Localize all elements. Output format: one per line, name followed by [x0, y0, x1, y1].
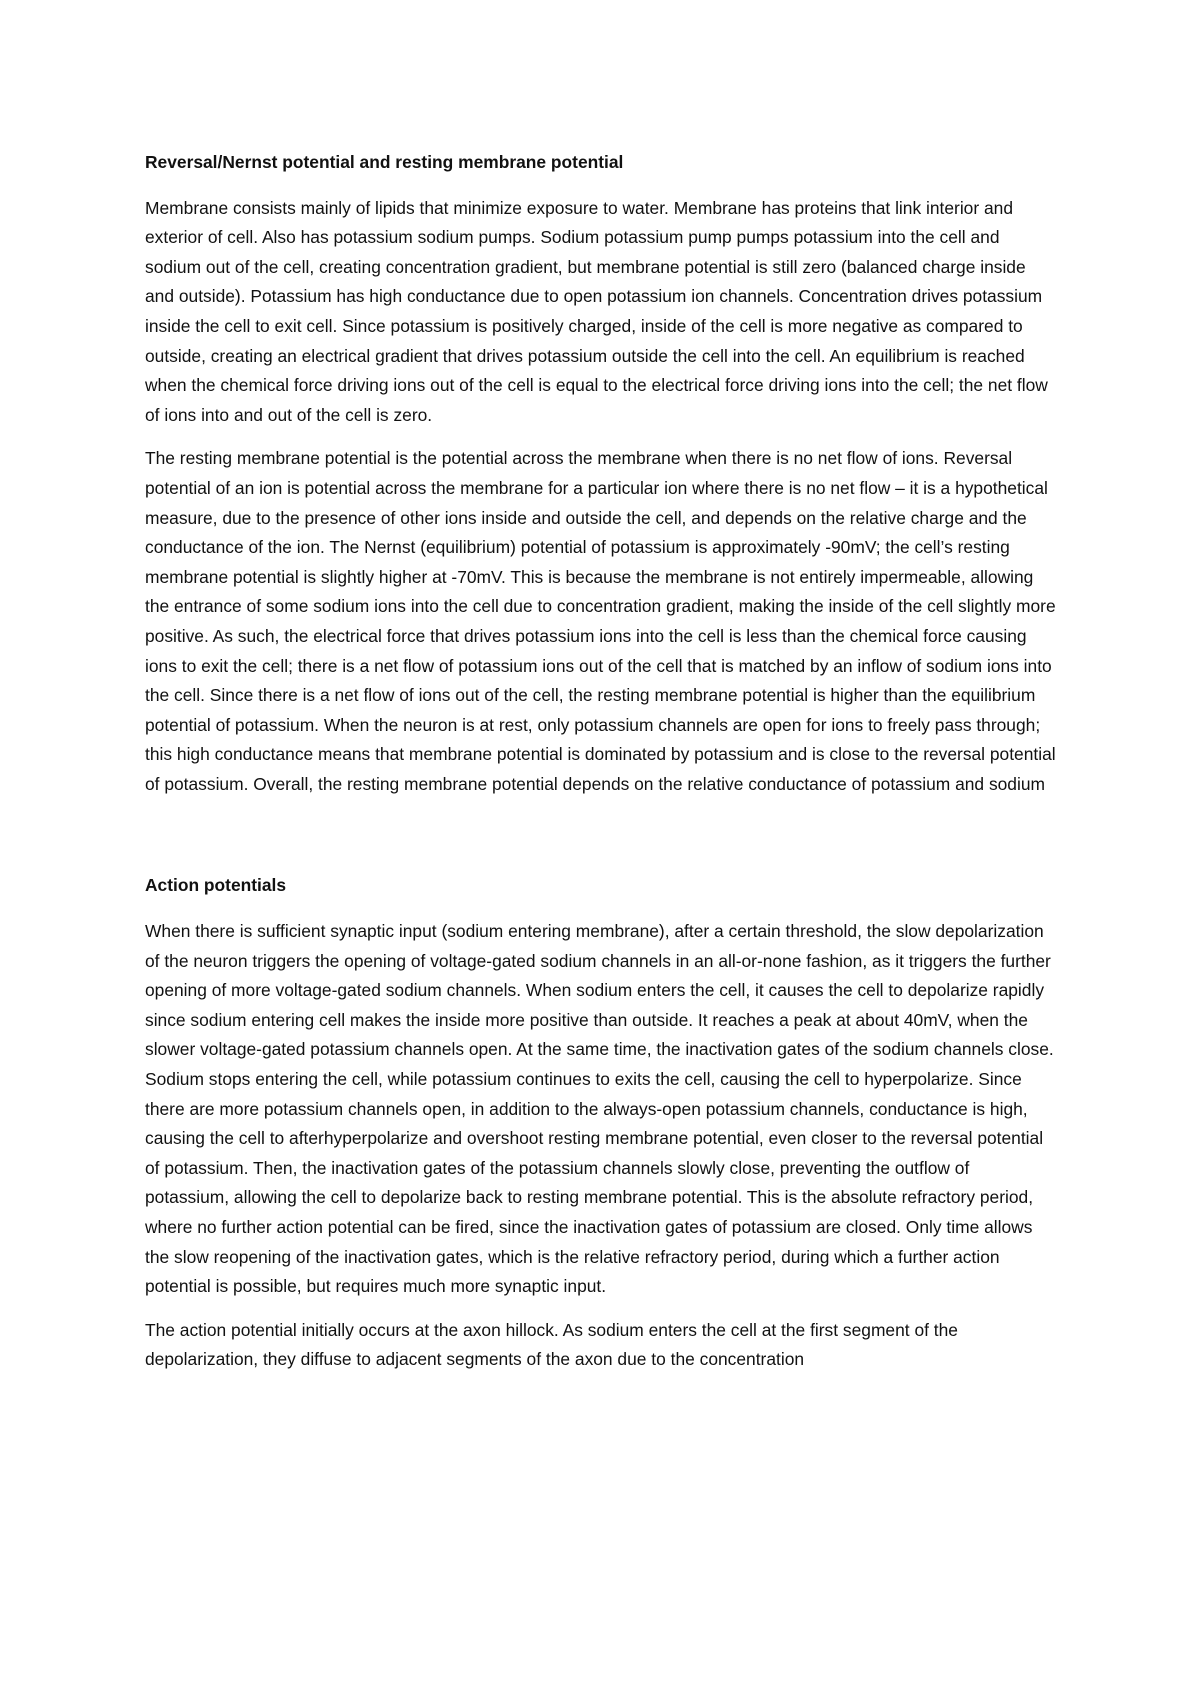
- paragraph-membrane-composition: Membrane consists mainly of lipids that minimize exposure to water. Membrane has proteins that link interior and exterior of cell. Also has potassium sodium pumps. Sodium potassium pump pumps potassium into the cell and sodium out of the cell, creating concentration gradient, but membrane potential is still zero (balanced charge inside and outside). Potassium has high conductance due to open potassium ion channels. Concentration drives potassium inside the cell to exit cell. Since potassium is positively charged, inside of the cell is more negative as compared to outside, creating an electrical gradient that drives potassium outside the cell into the cell. An equilibrium is reached when the chemical force driving ions out of the cell is equal to the electrical force driving ions into the cell; the net flow of ions into and out of the cell is zero.: [145, 197, 1048, 425]
- paragraph-axon-hillock: The action potential initially occurs at the axon hillock. As sodium enters the cell at the first segment of the depolarization, they diffuse to adjacent segments of the axon due to the concentration: [145, 1319, 958, 1370]
- paragraph-resting-membrane-potential: The resting membrane potential is the potential across the membrane when there is no net flow of ions. Reversal potential of an ion is potential across the membrane for a particular ion where there is no net flow – it is a hypothetical measure, due to the presence of other ions inside and outside the cell, and depends on the relative charge and the conductance of the ion. The Nernst (equilibrium) potential of potassium is approximately -90mV; the cell’s resting membrane potential is slightly higher at -70mV. This is because the membrane is not entirely impermeable, allowing the entrance of some sodium ions into the cell due to concentration gradient, making the inside of the cell slightly more positive. As such, the electrical force that drives potassium ions into the cell is less than the chemical force causing ions to exit the cell; there is a net flow of potassium ions out of the cell that is matched by an inflow of sodium ions into the cell. Since there is a net flow of ions out of the cell, the resting membrane potential is higher than the equilibrium potential of potassium. When the neuron is at rest, only potassium channels are open for ions to freely pass through; this high conductance means that membrane potential is dominated by potassium and is close to the reversal potential of potassium. Overall, the resting membrane potential depends on the relative conductance of potassium and sodium: [145, 448, 1056, 794]
- section-spacer: [145, 813, 1058, 871]
- paragraph-action-potential-mechanism: When there is sufficient synaptic input (sodium entering membrane), after a certain threshold, the slow depolarization of the neuron triggers the opening of voltage-gated sodium channels in an all-or-none fashion, as it triggers the further opening of more voltage-gated sodium channels. When sodium enters the cell, it causes the cell to depolarize rapidly since sodium entering cell makes the inside more positive than outside. It reaches a peak at about 40mV, when the slower voltage-gated potassium channels open. At the same time, the inactivation gates of the sodium channels close. Sodium stops entering the cell, while potassium continues to exits the cell, causing the cell to hyperpolarize. Since there are more potassium channels open, in addition to the always-open potassium channels, conductance is high, causing the cell to afterhyperpolarize and overshoot resting membrane potential, even closer to the reversal potential of potassium. Then, the inactivation gates of the potassium channels slowly close, preventing the outflow of potassium, allowing the cell to depolarize back to resting membrane potential. This is the absolute refractory period, where no further action potential can be fired, since the inactivation gates of potassium are closed. Only time allows the slow reopening of the inactivation gates, which is the relative refractory period, during which a further action potential is possible, but requires much more synaptic input.: [145, 921, 1054, 1297]
- section-heading-action-potentials: Action potentials: [145, 875, 287, 896]
- section-heading-reversal-potential: Reversal/Nernst potential and resting membrane potential: [145, 152, 624, 172]
- document-body: [145, 148, 1058, 1389]
